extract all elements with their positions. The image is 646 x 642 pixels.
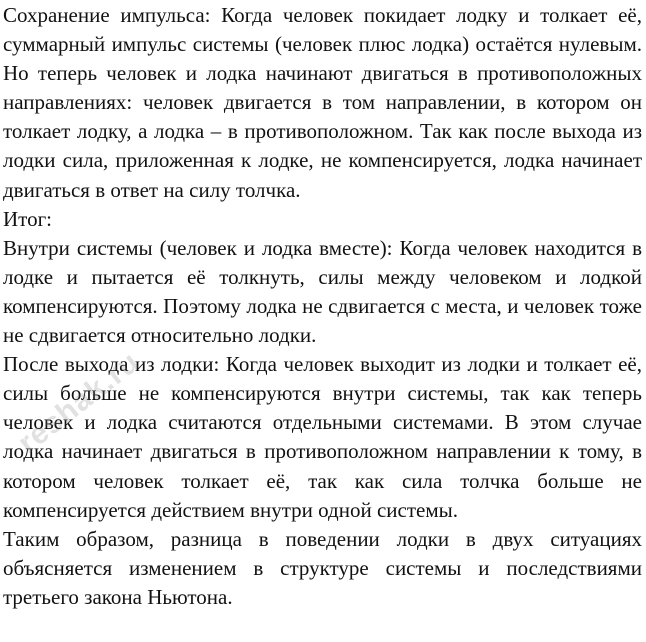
paragraph-after-exit: После выхода из лодки: Когда человек выходит из лодки и толкает её, силы больше не компенсируются внутри системы, так как теперь человек и лодка считаются отдельными системами. В этом случае лодка начинает двигаться в противоположном направлении к тому, в котором человек толкает её, так как сила толчка больше не компенсируется действием внутри одной системы. xyxy=(3,352,642,522)
paragraph-momentum-conservation: Сохранение импульса: Когда человек покидает лодку и толкает её, суммарный импульс системы (человек плюс лодка) остаётся нулевым. Но теперь человек и лодка начинают двигаться в противоположных направлениях: человек двигается в том направлении, в котором он толкает лодку, а лодка – в противоположном. Так как после выхода из лодки сила, приложенная к лодке, не компенсируется, лодка начинает двигаться в ответ на силу толчка. xyxy=(3,3,642,202)
paragraph-summary-heading: Итог: xyxy=(3,206,53,231)
watermark-logo: reshak.ru xyxy=(12,345,146,461)
paragraph-conclusion: Таким образом, разница в поведении лодки в двух ситуациях объясняется изменением в структуре системы и последствиями третьего закона Ньютона. xyxy=(3,526,642,609)
paragraph-inside-system: Внутри системы (человек и лодка вместе): Когда человек находится в лодке и пытается её толкнуть, силы между человеком и лодкой компенсируются. Поэтому лодка не сдвигается с места, и человек тоже не сдвигается относительно лодки. xyxy=(3,235,642,348)
